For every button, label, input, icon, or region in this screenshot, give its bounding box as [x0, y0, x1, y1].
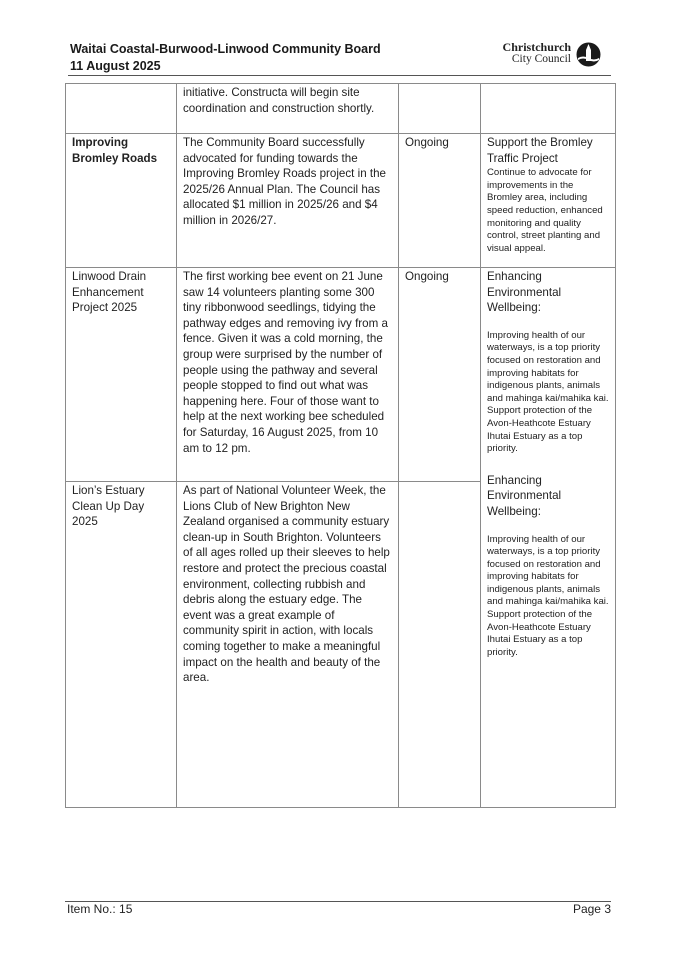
outcome-title: Support the Bromley Traffic Project [487, 136, 593, 165]
update-cell: The first working bee event on 21 June saw 14 volunteers planting some 300 tiny ribbonwood seedlings, tidying the pathway edges and removing ivy from a fence. Given it was a cold morning, the group were surprised by the number of people using the pathway and several people stopped to find out what was happening here. Four of those want to help at the next working bee scheduled for Saturday, 16 August 2025, from 10 am to 12 pm. [177, 268, 399, 482]
project-name: Improving Bromley Roads [72, 136, 158, 165]
table-row [66, 134, 616, 268]
outcome-title: Enhancing Environmental Wellbeing: [487, 473, 562, 518]
outcome-detail: Improving health of our waterways, is a top priority focused on restoration and improving habitats for indigenous plants, animals and mahinga kai/mahika kai. Support protection of the Avon-Heathcote Estuary Ihutai Estuary as a top priority. [487, 533, 609, 658]
table-row [66, 268, 616, 482]
status-cell: Ongoing [399, 134, 481, 268]
projects-table [65, 83, 616, 808]
logo-line-1: Christchurch [502, 40, 571, 54]
outcome-cell [481, 134, 616, 268]
table-row [66, 84, 616, 134]
meeting-date: 11 August 2025 [70, 59, 161, 73]
outcome-detail: Improving health of our waterways, is a top priority focused on restoration and improving habitats for indigenous plants, animals and mahinga kai/mahika kai. Support protection of the Avon-Heathcote Estuary Ihutai Estuary as a top priority. [487, 329, 609, 455]
outcome-cell [481, 84, 616, 134]
item-number: Item No.: 15 [67, 902, 133, 916]
footer-divider [65, 901, 611, 902]
header-divider [68, 75, 611, 76]
update-cell: As part of National Volunteer Week, the Lions Club of New Brighton New Zealand organised a community estuary clean-up in South Brighton. Volunteers of all ages rolled up their sleeves to help restore and protect the precious coastal environment, collecting rubbish and debris along the estuary edge. The event was a great example of community spirit in action, with locals coming together to make a meaningful impact on the health and beauty of the area. [177, 482, 399, 808]
status-cell: Ongoing [399, 268, 481, 482]
status-cell [399, 84, 481, 134]
status-cell [399, 482, 481, 808]
page-number: Page 3 [572, 902, 611, 916]
council-logo [498, 41, 602, 69]
project-cell [66, 84, 177, 134]
update-cell: The Community Board successfully advocated for funding towards the Improving Bromley Roads project in the 2025/26 Annual Plan. The Council has allocated $1 million in 2025/26 and $4 million in 2026/27. [177, 134, 399, 268]
outcome-title: Enhancing Environmental Wellbeing: [487, 270, 562, 315]
outcome-detail: Continue to advocate for improvements in the Bromley area, including speed reduction, enhanced monitoring and quality control, street planting and visual appeal. [487, 167, 603, 254]
project-cell: Lion’s Estuary Clean Up Day 2025 [66, 482, 177, 808]
update-cell: initiative. Constructa will begin site coordination and construction shortly. [177, 84, 399, 134]
cathedral-icon [575, 41, 602, 68]
document-header [70, 41, 381, 75]
project-cell: Linwood Drain Enhancement Project 2025 [66, 268, 177, 482]
logo-line-2: City Council [511, 53, 571, 65]
project-cell [66, 134, 177, 268]
board-name: Waitai Coastal-Burwood-Linwood Community Board [70, 42, 381, 56]
outcome-cell [481, 268, 616, 808]
